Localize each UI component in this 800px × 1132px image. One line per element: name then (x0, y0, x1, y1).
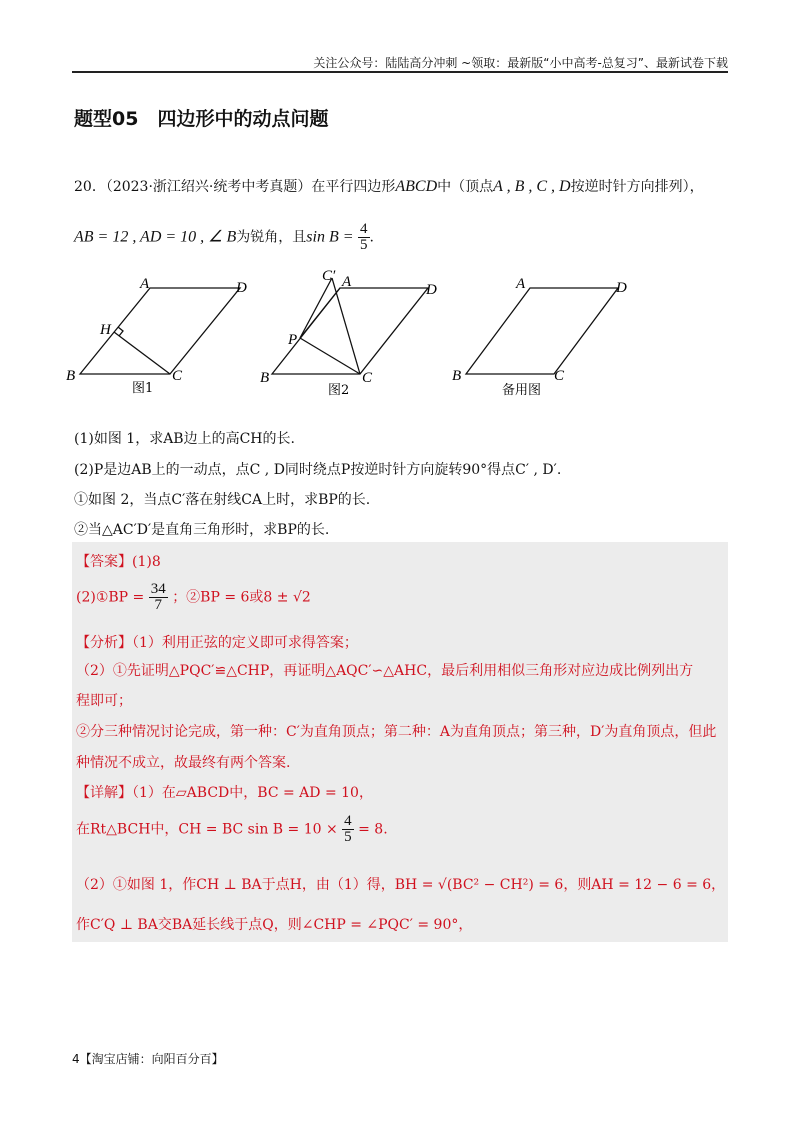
question-1: (1)如图 1，求AB边上的高CH的长. (74, 431, 295, 447)
fig2-label-a: A (342, 274, 352, 290)
problem-conditions: AB = 12 , AD = 10 , ∠ B为锐角，且sin B = $\frac{4}{5}$ . (74, 221, 374, 253)
fig3-label-a: A (516, 276, 526, 292)
fig2-label-p: P (288, 332, 298, 348)
problem-intro: 20．（2023·浙江绍兴·统考中考真题）在平行四边形ABCD中（顶点A , B , C , D按逆时针方向排列）， (74, 178, 704, 195)
fig3-label-c: C (554, 368, 565, 384)
figure-3 (466, 288, 618, 374)
question-2: (2)P是边AB上的一动点，点C , D同时绕点P按逆时针方向旋转90°得点C′ , D′. (74, 462, 562, 478)
fig2-caption: 图2 (328, 383, 350, 398)
question-2a: ①如图 2，当点C′落在射线CA上时，求BP的长. (74, 492, 371, 508)
detail-line-3: （2）①如图 1，作CH ⊥ BA于点H，由（1）得，BH = √(BC² − CH²) = 6，则AH = 12 − 6 = 6， (76, 877, 726, 893)
fig3-caption: 备用图 (502, 383, 542, 398)
fig2-label-cprime: C′ (322, 268, 336, 284)
fig1-label-b: B (66, 368, 76, 384)
fig2-label-d: D (426, 282, 437, 298)
figures (60, 262, 680, 412)
fig2-label-c: C (362, 370, 373, 386)
page-footer: 4【淘宝店铺：向阳百分百】 (72, 1052, 224, 1066)
answer-line-2: (2)①BP = $\frac{34}{7}$ ；②BP = 6或8 ± √2 (76, 581, 311, 613)
page-header: 关注公众号：陆陆高分冲刺 ~领取：最新版“小中高考-总复习”、最新试卷下载 (313, 56, 728, 70)
fig1-label-c: C (172, 368, 183, 384)
fig1-caption: 图1 (132, 381, 154, 396)
section-title: 题型05 四边形中的动点问题 (74, 108, 329, 130)
detail-line-2: 在Rt△BCH中，CH = BC sin B = 10 × $\frac{4}{5}$ = 8. (76, 813, 388, 845)
detail-line-1: 【详解】（1）在▱ABCD中，BC = AD = 10， (76, 785, 373, 801)
analysis-line-3: 程即可； (76, 693, 132, 709)
analysis-line-4: ②分三种情况讨论完成，第一种：C′为直角顶点；第二种：A为直角顶点；第三种，D′为直角顶点，但此 (76, 724, 717, 740)
header-rule (72, 71, 728, 73)
question-2b: ②当△AC′D′是直角三角形时，求BP的长. (74, 522, 330, 538)
fig1-label-d: D (236, 280, 247, 296)
analysis-line-2: （2）①先证明△PQC′≌△CHP，再证明△AQC′∽△AHC，最后利用相似三角形对应边成比例列出方 (76, 663, 694, 679)
fig1-label-a: A (140, 276, 150, 292)
figure-2 (272, 278, 428, 374)
answer-line-1: 【答案】(1)8 (76, 554, 161, 570)
detail-line-4: 作C′Q ⊥ BA交BA延长线于点Q，则∠CHP = ∠PQC′ = 90°， (76, 917, 473, 933)
fig1-label-h: H (100, 322, 111, 338)
analysis-line-5: 种情况不成立，故最终有两个答案. (76, 755, 291, 771)
fig2-label-b: B (260, 370, 270, 386)
fig3-label-b: B (452, 368, 462, 384)
fig3-label-d: D (616, 280, 627, 296)
analysis-line-1: 【分析】（1）利用正弦的定义即可求得答案； (76, 635, 358, 651)
